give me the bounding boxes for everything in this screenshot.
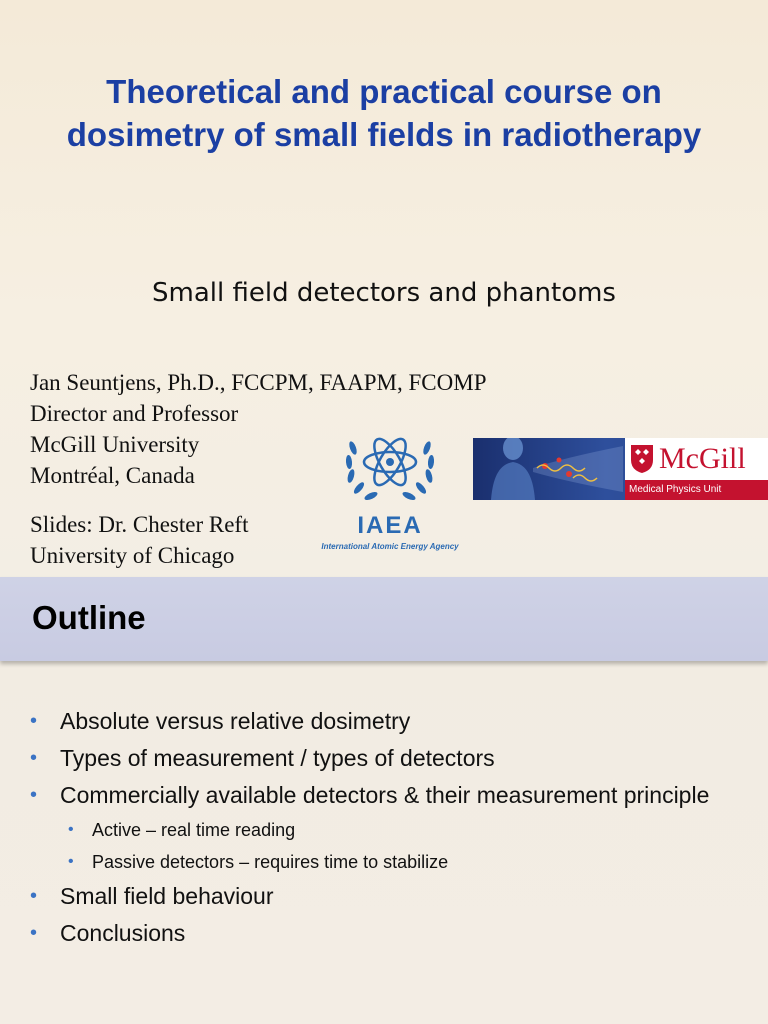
anatomy-figure-icon <box>473 438 625 500</box>
bullet-icon: • <box>68 821 74 838</box>
outline-slide <box>0 577 768 1024</box>
sub-list-item: • Passive detectors – requires time to stabilize <box>68 852 449 872</box>
mcgill-banner <box>473 438 768 500</box>
slides-credit <box>30 509 248 571</box>
bullet-icon: • <box>30 710 38 732</box>
mcgill-unit: Medical Physics Unit <box>625 480 768 500</box>
author-institution: McGill University <box>30 432 200 457</box>
iaea-logo <box>305 428 475 558</box>
outline-header-band <box>0 577 768 661</box>
credit-name: Slides: Dr. Chester Reft <box>30 512 249 537</box>
bullet-icon: • <box>30 784 38 806</box>
iaea-name: IAEA <box>357 512 423 539</box>
list-item: • Conclusions <box>30 920 186 946</box>
author-name: Jan Seuntjens, Ph.D., FCCPM, FAAPM, FCOMP <box>30 370 487 395</box>
credit-institution: University of Chicago <box>30 543 235 568</box>
bullet-icon: • <box>68 853 74 870</box>
mcgill-logo <box>625 438 768 480</box>
bullet-icon: • <box>30 885 38 907</box>
bullet-icon: • <box>30 747 38 769</box>
mcgill-shield-icon <box>630 444 654 474</box>
list-item: • Types of measurement / types of detectors <box>30 745 495 771</box>
author-position: Director and Professor <box>30 401 239 426</box>
title-line-2: dosimetry of small fields in radiotherapy <box>66 116 702 153</box>
outline-list <box>30 707 750 956</box>
sub-list-item: • Active – real time reading <box>68 820 296 840</box>
iaea-full-name: International Atomic Energy Agency <box>321 542 459 551</box>
slide-title <box>0 70 768 156</box>
slide-subtitle: Small field detectors and phantoms <box>152 278 616 308</box>
iaea-emblem-icon <box>305 428 475 512</box>
title-line-1: Theoretical and practical course on <box>106 73 662 110</box>
list-item: • Small field behaviour <box>30 883 274 909</box>
list-item: • Absolute versus relative dosimetry <box>30 708 411 734</box>
mcgill-wordmark: McGill <box>659 442 746 475</box>
list-item: • Commercially available detectors & their measurement principle <box>30 782 710 808</box>
outline-heading: Outline <box>32 599 146 636</box>
bullet-icon: • <box>30 922 38 944</box>
author-location: Montréal, Canada <box>30 463 195 488</box>
